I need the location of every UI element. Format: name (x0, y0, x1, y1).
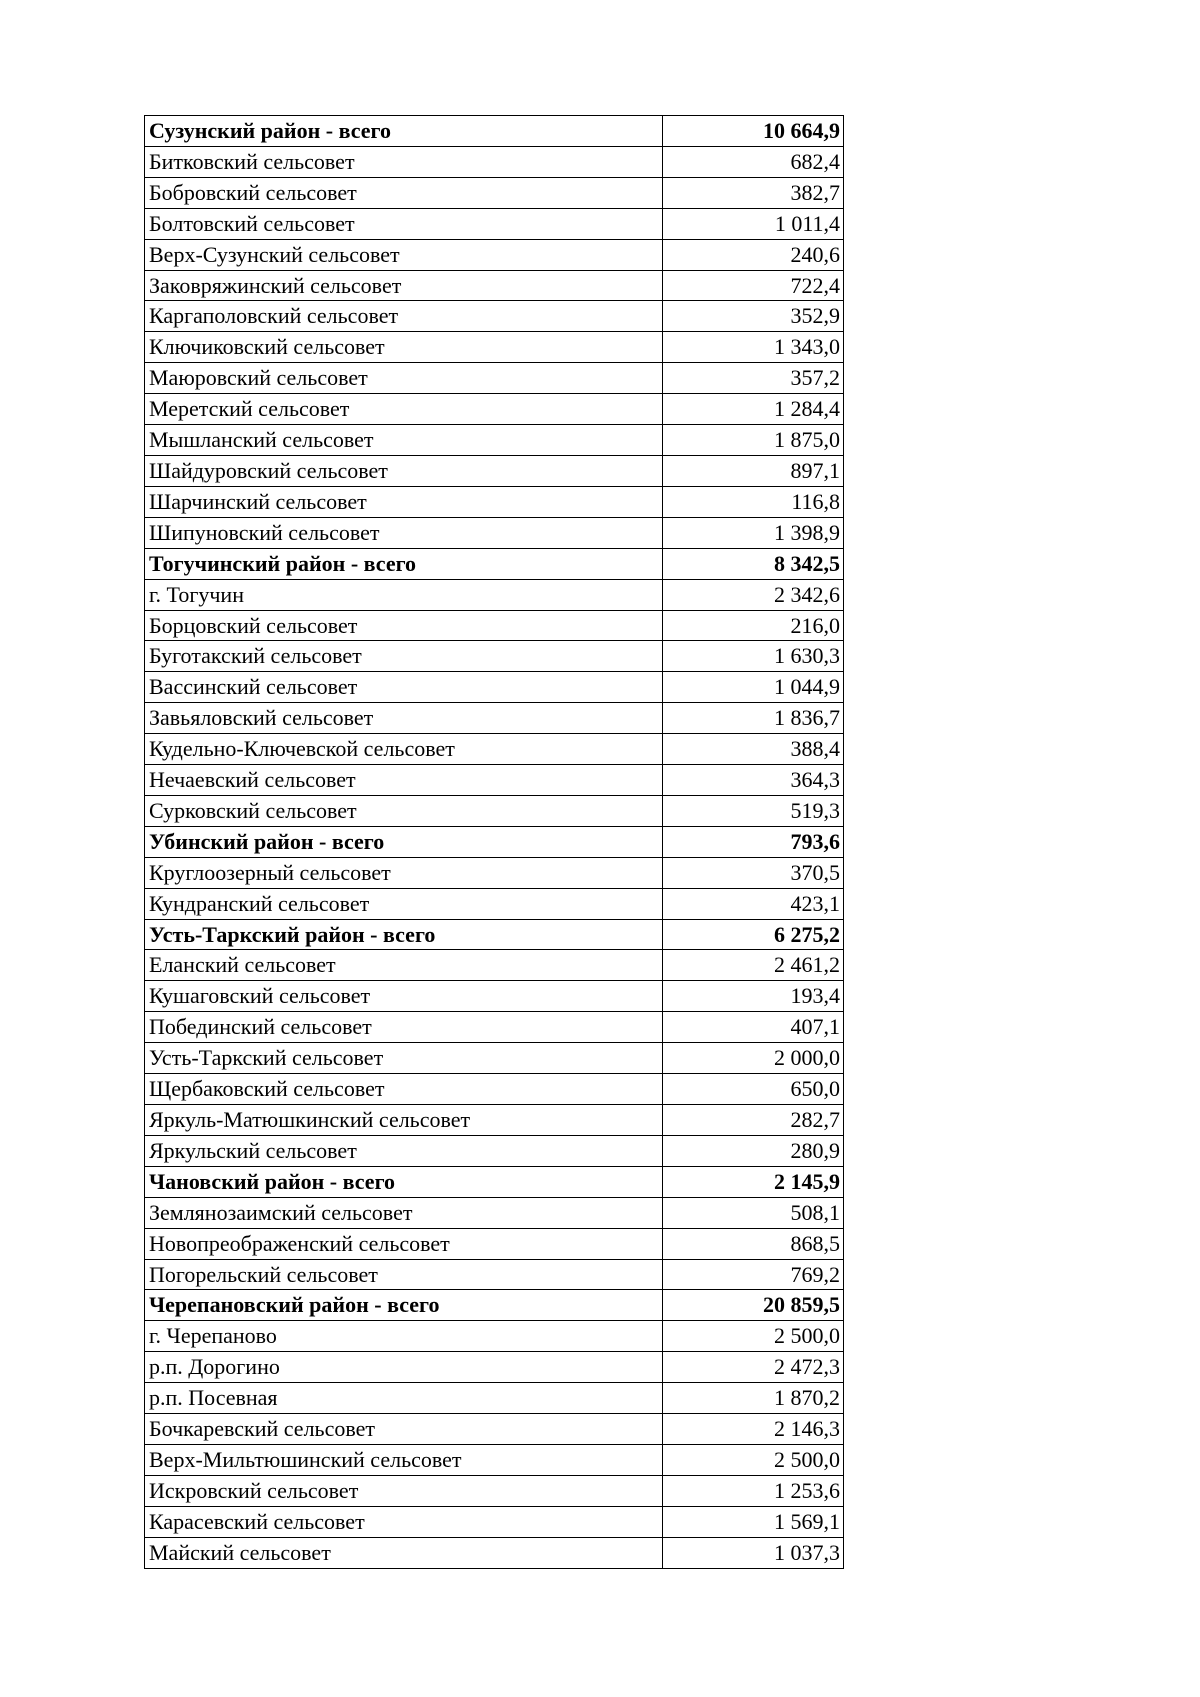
table-row (145, 672, 844, 703)
amount-value-cell: 2 342,6 (663, 579, 844, 610)
amount-value-cell: 2 145,9 (663, 1166, 844, 1197)
amount-value-cell: 682,4 (663, 146, 844, 177)
amount-value-cell: 1 044,9 (663, 672, 844, 703)
table-row (145, 1259, 844, 1290)
table-row (145, 610, 844, 641)
district-total-row (145, 919, 844, 950)
table-row (145, 146, 844, 177)
settlement-name-cell: Каргаполовский сельсовет (145, 301, 663, 332)
settlement-name-cell: р.п. Посевная (145, 1383, 663, 1414)
table-row (145, 1537, 844, 1568)
settlement-name-cell: Борцовский сельсовет (145, 610, 663, 641)
amount-value-cell: 1 870,2 (663, 1383, 844, 1414)
settlement-name-cell: Мышланский сельсовет (145, 425, 663, 456)
amount-value-cell: 352,9 (663, 301, 844, 332)
settlement-name-cell: Чановский район - всего (145, 1166, 663, 1197)
amount-value-cell: 1 569,1 (663, 1506, 844, 1537)
district-total-row (145, 1290, 844, 1321)
table-row (145, 1506, 844, 1537)
settlement-name-cell: Шарчинский сельсовет (145, 486, 663, 517)
table-row (145, 857, 844, 888)
table-row (145, 1197, 844, 1228)
settlement-name-cell: Карасевский сельсовет (145, 1506, 663, 1537)
table-row (145, 734, 844, 765)
table-row (145, 1228, 844, 1259)
amount-value-cell: 650,0 (663, 1074, 844, 1105)
settlement-name-cell: Черепановский район - всего (145, 1290, 663, 1321)
settlement-name-cell: Кудельно-Ключевской сельсовет (145, 734, 663, 765)
amount-value-cell: 216,0 (663, 610, 844, 641)
amount-value-cell: 1 253,6 (663, 1475, 844, 1506)
table-row (145, 425, 844, 456)
settlement-name-cell: Битковский сельсовет (145, 146, 663, 177)
amount-value-cell: 357,2 (663, 363, 844, 394)
amount-value-cell: 1 398,9 (663, 517, 844, 548)
settlement-name-cell: р.п. Дорогино (145, 1352, 663, 1383)
table-row (145, 1475, 844, 1506)
table-row (145, 703, 844, 734)
settlement-name-cell: Землянозаимский сельсовет (145, 1197, 663, 1228)
settlement-name-cell: Меретский сельсовет (145, 394, 663, 425)
amount-value-cell: 423,1 (663, 888, 844, 919)
amount-value-cell: 1 836,7 (663, 703, 844, 734)
table-row (145, 1012, 844, 1043)
settlement-name-cell: Кушаговский сельсовет (145, 981, 663, 1012)
amount-value-cell: 2 146,3 (663, 1414, 844, 1445)
amount-value-cell: 388,4 (663, 734, 844, 765)
settlement-name-cell: Бочкаревский сельсовет (145, 1414, 663, 1445)
amount-value-cell: 722,4 (663, 270, 844, 301)
settlement-name-cell: Убинский район - всего (145, 826, 663, 857)
amount-value-cell: 2 461,2 (663, 950, 844, 981)
settlement-name-cell: Болтовский сельсовет (145, 208, 663, 239)
settlement-name-cell: Кундранский сельсовет (145, 888, 663, 919)
amount-value-cell: 897,1 (663, 455, 844, 486)
amount-value-cell: 20 859,5 (663, 1290, 844, 1321)
settlement-name-cell: Яркульский сельсовет (145, 1135, 663, 1166)
amount-value-cell: 1 037,3 (663, 1537, 844, 1568)
table-row (145, 1444, 844, 1475)
settlement-name-cell: Тогучинский район - всего (145, 548, 663, 579)
amount-value-cell: 364,3 (663, 765, 844, 796)
table-row (145, 641, 844, 672)
table-row (145, 950, 844, 981)
table-row (145, 517, 844, 548)
table-row (145, 1383, 844, 1414)
table-row (145, 1352, 844, 1383)
amount-value-cell: 2 500,0 (663, 1321, 844, 1352)
table-row (145, 394, 844, 425)
settlement-name-cell: Бобровский сельсовет (145, 177, 663, 208)
table-row (145, 1105, 844, 1136)
table-row (145, 579, 844, 610)
table-body (145, 116, 844, 1569)
amount-value-cell: 2 472,3 (663, 1352, 844, 1383)
district-total-row (145, 826, 844, 857)
settlement-name-cell: Верх-Сузунский сельсовет (145, 239, 663, 270)
amount-value-cell: 868,5 (663, 1228, 844, 1259)
amount-value-cell: 793,6 (663, 826, 844, 857)
settlement-name-cell: г. Тогучин (145, 579, 663, 610)
table-row (145, 888, 844, 919)
settlement-name-cell: Сузунский район - всего (145, 116, 663, 147)
settlement-name-cell: Усть-Таркский сельсовет (145, 1043, 663, 1074)
amount-value-cell: 280,9 (663, 1135, 844, 1166)
amount-value-cell: 370,5 (663, 857, 844, 888)
amount-value-cell: 1 875,0 (663, 425, 844, 456)
settlement-name-cell: Нечаевский сельсовет (145, 765, 663, 796)
table-row (145, 208, 844, 239)
settlement-name-cell: Завьяловский сельсовет (145, 703, 663, 734)
amount-value-cell: 2 500,0 (663, 1444, 844, 1475)
table-row (145, 1321, 844, 1352)
settlement-name-cell: г. Черепаново (145, 1321, 663, 1352)
amount-value-cell: 193,4 (663, 981, 844, 1012)
table-row (145, 981, 844, 1012)
table-row (145, 239, 844, 270)
table-row (145, 332, 844, 363)
amount-value-cell: 769,2 (663, 1259, 844, 1290)
settlement-name-cell: Щербаковский сельсовет (145, 1074, 663, 1105)
settlement-name-cell: Усть-Таркский район - всего (145, 919, 663, 950)
district-total-row (145, 1166, 844, 1197)
amount-value-cell: 2 000,0 (663, 1043, 844, 1074)
settlement-name-cell: Верх-Мильтюшинский сельсовет (145, 1444, 663, 1475)
settlement-name-cell: Яркуль-Матюшкинский сельсовет (145, 1105, 663, 1136)
amount-value-cell: 508,1 (663, 1197, 844, 1228)
amount-value-cell: 1 011,4 (663, 208, 844, 239)
settlement-name-cell: Шайдуровский сельсовет (145, 455, 663, 486)
amount-value-cell: 240,6 (663, 239, 844, 270)
table-row (145, 1135, 844, 1166)
settlement-name-cell: Ключиковский сельсовет (145, 332, 663, 363)
table-row (145, 177, 844, 208)
settlement-name-cell: Шипуновский сельсовет (145, 517, 663, 548)
amount-value-cell: 10 664,9 (663, 116, 844, 147)
amount-value-cell: 282,7 (663, 1105, 844, 1136)
table-row (145, 765, 844, 796)
amount-value-cell: 519,3 (663, 795, 844, 826)
amount-value-cell: 6 275,2 (663, 919, 844, 950)
settlement-name-cell: Сурковский сельсовет (145, 795, 663, 826)
settlement-name-cell: Побединский сельсовет (145, 1012, 663, 1043)
district-total-row (145, 116, 844, 147)
amount-value-cell: 382,7 (663, 177, 844, 208)
table-row (145, 270, 844, 301)
settlement-name-cell: Новопреображенский сельсовет (145, 1228, 663, 1259)
table-row (145, 1043, 844, 1074)
settlement-name-cell: Искровский сельсовет (145, 1475, 663, 1506)
amount-value-cell: 1 630,3 (663, 641, 844, 672)
table-row (145, 1074, 844, 1105)
settlement-name-cell: Заковряжинский сельсовет (145, 270, 663, 301)
table-row (145, 363, 844, 394)
amount-value-cell: 116,8 (663, 486, 844, 517)
district-total-row (145, 548, 844, 579)
table-row (145, 486, 844, 517)
amount-value-cell: 1 343,0 (663, 332, 844, 363)
settlement-name-cell: Вассинский сельсовет (145, 672, 663, 703)
settlement-name-cell: Маюровский сельсовет (145, 363, 663, 394)
district-funding-table (144, 115, 844, 1569)
amount-value-cell: 1 284,4 (663, 394, 844, 425)
settlement-name-cell: Буготакский сельсовет (145, 641, 663, 672)
settlement-name-cell: Погорельский сельсовет (145, 1259, 663, 1290)
settlement-name-cell: Круглоозерный сельсовет (145, 857, 663, 888)
amount-value-cell: 407,1 (663, 1012, 844, 1043)
settlement-name-cell: Еланский сельсовет (145, 950, 663, 981)
settlement-name-cell: Майский сельсовет (145, 1537, 663, 1568)
table-row (145, 795, 844, 826)
table-row (145, 455, 844, 486)
table-row (145, 1414, 844, 1445)
table-row (145, 301, 844, 332)
amount-value-cell: 8 342,5 (663, 548, 844, 579)
